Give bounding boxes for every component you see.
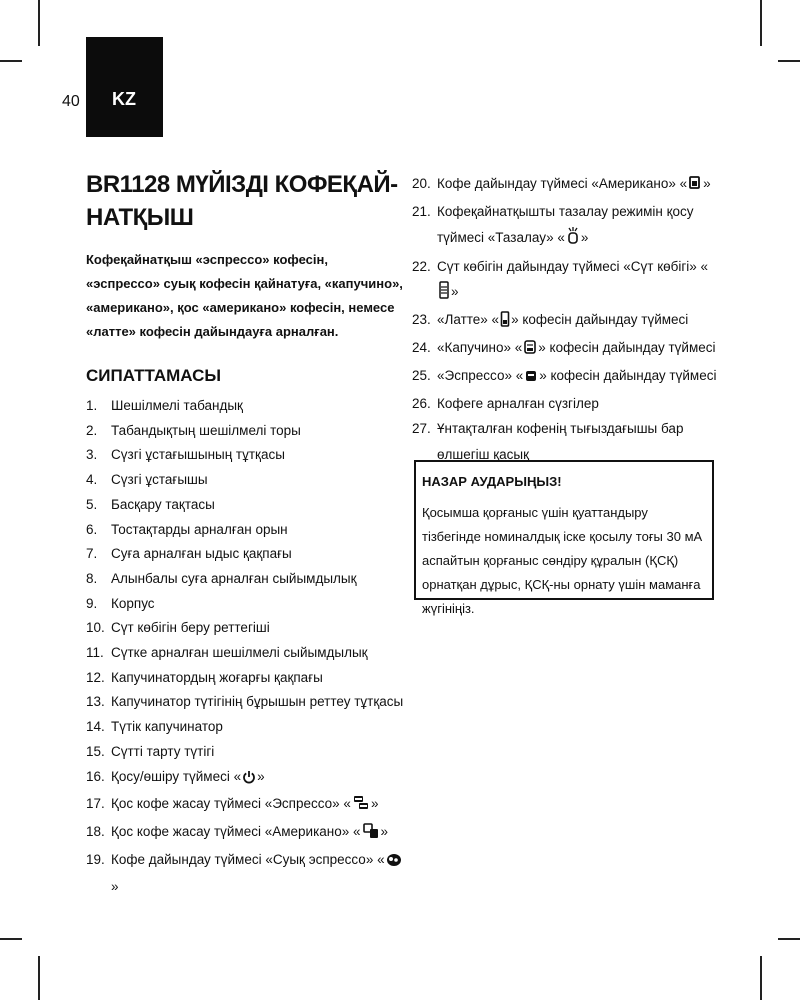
list-item-text: Сүтті тарту түтігі: [111, 743, 215, 759]
list-item-text: Кофеқайнатқышты тазалау режимін қосу түймесі «Тазалау» «: [437, 204, 694, 245]
title-line-2: НАТҚЫШ: [86, 204, 194, 231]
list-item-number: 6.: [86, 521, 98, 537]
list-item: [86, 792, 404, 820]
section-heading: СИПАТТАМАСЫ: [86, 366, 222, 385]
list-item: [86, 592, 404, 617]
list-item-text: Капучинатордың жоғарғы қақпағы: [111, 669, 323, 685]
list-item-number: 5.: [86, 496, 98, 512]
list-item: [86, 740, 404, 765]
list-item: [412, 171, 718, 199]
list-item: [86, 394, 404, 419]
list-item-number: 17.: [86, 796, 105, 812]
list-item-text: Түтік капучинатор: [111, 719, 223, 735]
list-item-text: Капучинатор түтігінің бұрышын реттеу тұтқасы: [111, 694, 404, 710]
list-item-number: 18.: [86, 823, 105, 839]
list-item-text: Алынбалы суға арналған сыйымдылық: [111, 570, 357, 586]
list-item: [86, 715, 404, 740]
list-item-text-after: » кофесін дайындау түймесі: [511, 312, 689, 327]
list-item-number: 12.: [86, 669, 105, 685]
list-item-number: 10.: [86, 620, 105, 636]
list-item: [86, 493, 404, 518]
list-item-number: 20.: [412, 176, 431, 191]
list-item: [86, 848, 404, 900]
list-item: [412, 335, 718, 363]
warning-body: Қосымша қорғаныс үшін қуаттандыру тізбегінде номиналдық іске қосылу тоғы 30 мА аспайтын қорғаныс сөндіру құралын (ҚСҚ) орнатқан дұрыс, ҚСҚ-ны орнату үшін маманға жүгініңіз.: [422, 505, 703, 616]
list-item: [86, 690, 404, 715]
crop-mark: [760, 0, 762, 46]
list-item-text-after: » кофесін дайындау түймесі: [538, 340, 716, 355]
list-item: [86, 567, 404, 592]
warning-title: НАЗАР АУДАРЫҢЫЗ!: [422, 474, 562, 489]
list-item-text: Кофеге арналған сүзгілер: [437, 396, 599, 411]
crop-mark: [38, 0, 40, 46]
list-item-text: Сүзгі ұстағышы: [111, 472, 208, 488]
list-item: [86, 820, 404, 848]
list-item-text: Қос кофе жасау түймесі «Эспрессо» «: [111, 796, 351, 812]
list-item-number: 11.: [86, 645, 104, 661]
list-item: [412, 254, 718, 307]
list-item-number: 21.: [412, 204, 431, 219]
list-item-text: Қос кофе жасау түймесі «Американо» «: [111, 823, 361, 839]
list-item: [86, 765, 404, 793]
list-item: [86, 616, 404, 641]
list-item-number: 22.: [412, 259, 431, 274]
list-item: [86, 518, 404, 543]
list-item: [412, 307, 718, 335]
list-item: [86, 641, 404, 666]
cappuccino-icon: [523, 338, 537, 363]
crop-mark: [0, 60, 22, 62]
list-item-text-after: » кофесін дайындау түймесі: [539, 368, 717, 383]
list-item: [86, 666, 404, 691]
list-item: [412, 199, 718, 254]
list-item-text: Суға арналған ыдыс қақпағы: [111, 546, 292, 562]
list-item-text: Тостақтарды арналған орын: [111, 521, 288, 537]
list-item-number: 7.: [86, 546, 98, 562]
list-item-number: 13.: [86, 694, 105, 710]
double-americano-icon: [362, 823, 380, 848]
left-column: [86, 168, 404, 900]
list-item-number: 16.: [86, 768, 105, 784]
list-item-text: Корпус: [111, 595, 155, 611]
right-column: [412, 171, 718, 468]
list-item-text: «Капучино» «: [437, 340, 523, 355]
list-item: [86, 443, 404, 468]
list-item: [86, 419, 404, 444]
power-icon: [242, 768, 256, 793]
crop-mark: [0, 938, 22, 940]
page-title: [86, 168, 404, 234]
list-item-text: Сүзгі ұстағышының тұтқасы: [111, 447, 285, 463]
list-item-text-after: »: [703, 176, 711, 191]
language-tab: [86, 37, 163, 137]
list-item-text: Сүтке арналған шешілмелі сыйымдылық: [111, 645, 368, 661]
list-item-number: 19.: [86, 851, 105, 867]
list-item-text: Кофе дайындау түймесі «Американо» «: [437, 176, 688, 191]
list-item: [86, 542, 404, 567]
intro-paragraph: Кофеқайнатқыш «эспрессо» кофесін, «эспрессо» суық кофесін қайнатуға, «капучино», «американо», қос «американо» кофесін, немесе «латте» кофесін дайындауға арналған.: [86, 252, 403, 339]
latte-icon: [500, 310, 510, 335]
warning-box: [414, 460, 714, 616]
list-item-number: 4.: [86, 472, 98, 488]
list-item-text-after: »: [380, 823, 389, 839]
list-item-text: Басқару тақтасы: [111, 496, 215, 512]
list-item-text-after: »: [580, 230, 589, 245]
list-item-text: Табандықтың шешілмелі торы: [111, 422, 301, 438]
list-item-text: Қосу/өшіру түймесі «: [111, 768, 242, 784]
americano-icon: [688, 174, 702, 199]
list-item-text-after: »: [257, 768, 265, 784]
list-item-text-after: »: [111, 879, 119, 895]
list-item-number: 3.: [86, 447, 98, 463]
list-item: [86, 468, 404, 493]
list-item-number: 15.: [86, 743, 105, 759]
page-number: 40: [62, 93, 80, 110]
list-item-number: 1.: [86, 398, 98, 413]
crop-mark: [760, 956, 762, 1000]
list-item-text: Ұнтақталған кофенің тығыздағышы бар өлшегіш қасық: [437, 421, 684, 462]
list-item-number: 8.: [86, 570, 98, 586]
list-item-number: 27.: [412, 421, 431, 436]
title-line-1: BR1128 МҮЙІЗДІ КОФЕҚАЙ-: [86, 171, 398, 198]
list-item-number: 24.: [412, 340, 431, 355]
cleaning-icon: [566, 227, 580, 254]
list-item: [412, 391, 718, 416]
espresso-icon: [524, 366, 538, 391]
language-code: KZ: [112, 89, 136, 109]
list-item-number: 2.: [86, 422, 98, 438]
list-item-text: «Эспрессо» «: [437, 368, 524, 383]
parts-list-left: [86, 394, 404, 900]
double-espresso-icon: [352, 795, 370, 820]
crop-mark: [778, 60, 800, 62]
parts-list-right: [412, 171, 718, 468]
list-item-text-after: »: [370, 796, 379, 812]
list-item-text: Кофе дайындау түймесі «Суық эспрессо» «: [111, 851, 385, 867]
crop-mark: [38, 956, 40, 1000]
cold-espresso-icon: [386, 851, 402, 876]
list-item: [412, 363, 718, 391]
list-item-text: «Латте» «: [437, 312, 500, 327]
list-item-number: 14.: [86, 719, 105, 735]
list-item-number: 9.: [86, 595, 98, 611]
list-item-text: Сүт көбігін дайындау түймесі «Сүт көбігі» «: [437, 259, 709, 274]
list-item-text: Шешілмелі табандық: [111, 398, 243, 413]
list-item-number: 26.: [412, 396, 431, 411]
list-item-text-after: »: [451, 284, 459, 299]
crop-mark: [778, 938, 800, 940]
list-item-number: 25.: [412, 368, 431, 383]
list-item-text: Сүт көбігін беру реттегіші: [111, 620, 270, 636]
milk-foam-icon: [438, 281, 450, 307]
list-item-number: 23.: [412, 312, 431, 327]
